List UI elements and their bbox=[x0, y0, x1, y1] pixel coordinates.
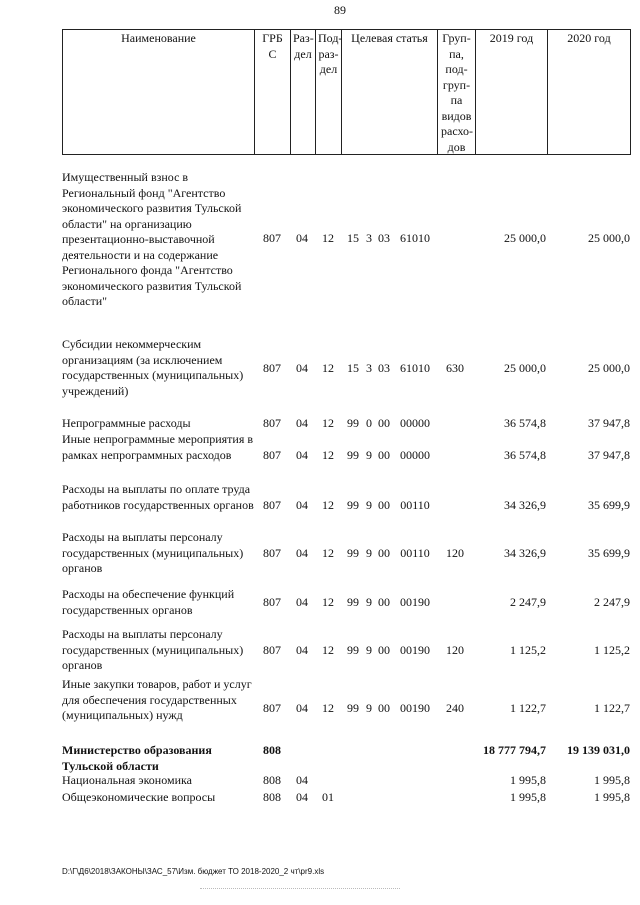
cell-t1: 15 bbox=[347, 231, 359, 245]
cell-grbs: 807 bbox=[263, 643, 281, 657]
cell-group: 240 bbox=[446, 701, 464, 715]
cell-y2020: 2 247,9 bbox=[594, 595, 630, 609]
cell-y2019: 1 995,8 bbox=[510, 790, 546, 804]
row-name: Расходы на выплаты персоналу государственных (муниципальных) органов bbox=[62, 530, 244, 575]
page-number: 89 bbox=[334, 3, 346, 17]
cell-grbs: 807 bbox=[263, 546, 281, 560]
cell-y2019: 1 122,7 bbox=[510, 701, 546, 715]
cell-podrazdel: 12 bbox=[322, 595, 334, 609]
cell-t4: 00110 bbox=[400, 498, 430, 512]
cell-grbs: 808 bbox=[263, 743, 281, 757]
cell-y2019: 25 000,0 bbox=[504, 231, 546, 245]
cell-t4: 00110 bbox=[400, 546, 430, 560]
cell-t4: 00190 bbox=[400, 701, 430, 715]
cell-razdel: 04 bbox=[296, 498, 308, 512]
cell-razdel: 04 bbox=[296, 643, 308, 657]
cell-y2020: 19 139 031,0 bbox=[567, 743, 630, 757]
cell-grbs: 807 bbox=[263, 361, 281, 375]
cell-t4: 61010 bbox=[400, 231, 430, 245]
header-2020: 2020 год bbox=[567, 31, 611, 45]
cell-t1: 99 bbox=[347, 498, 359, 512]
cell-grbs: 808 bbox=[263, 790, 281, 804]
cell-group: 120 bbox=[446, 643, 464, 657]
header-grbs: ГРБ С bbox=[255, 30, 291, 154]
header-name: Наименование bbox=[63, 30, 255, 154]
cell-razdel: 04 bbox=[296, 448, 308, 462]
row-name: Расходы на выплаты персоналу государственных (муниципальных) органов bbox=[62, 627, 244, 672]
row-name: Общеэкономические вопросы bbox=[62, 790, 216, 804]
cell-t3: 03 bbox=[378, 231, 390, 245]
cell-t1: 99 bbox=[347, 643, 359, 657]
cell-t3: 00 bbox=[378, 546, 390, 560]
header-2019: 2019 год bbox=[476, 30, 548, 154]
cell-y2020: 35 699,9 bbox=[588, 546, 630, 560]
cell-t4: 00000 bbox=[400, 448, 430, 462]
cell-t2: 3 bbox=[366, 361, 372, 375]
header-razdel: Раз- дел bbox=[291, 30, 316, 154]
cell-grbs: 807 bbox=[263, 595, 281, 609]
cell-podrazdel: 12 bbox=[322, 546, 334, 560]
cell-grbs: 807 bbox=[263, 701, 281, 715]
cell-t2: 9 bbox=[366, 546, 372, 560]
cell-razdel: 04 bbox=[296, 773, 308, 787]
cell-podrazdel: 12 bbox=[322, 701, 334, 715]
cell-podrazdel: 12 bbox=[322, 361, 334, 375]
header-podrazdel: Под- раз- дел bbox=[316, 30, 342, 154]
cell-y2019: 25 000,0 bbox=[504, 361, 546, 375]
cell-t3: 00 bbox=[378, 498, 390, 512]
cell-t1: 99 bbox=[347, 701, 359, 715]
row-name: Национальная экономика bbox=[62, 773, 192, 787]
cell-t2: 9 bbox=[366, 448, 372, 462]
cell-t1: 15 bbox=[347, 361, 359, 375]
header-target: Целевая статья bbox=[342, 30, 438, 154]
footer-file-path: D:\Г\Д6\2018\ЗАКОНЫ\ЗАС_57\Изм. бюджет ТО 2018-2020_2 чт\pr9.xls bbox=[62, 867, 325, 876]
cell-group: 630 bbox=[446, 361, 464, 375]
row-name: Имущественный взнос в Региональный фонд "Агентство экономического развития Тульской области" на организацию презентационно-выставочной деятельности и на содержание Регионального фонда "Агентство экономического развития Тульской области" bbox=[62, 170, 242, 308]
cell-y2020: 1 122,7 bbox=[594, 701, 630, 715]
row-name: Министерство образования Тульской области bbox=[62, 743, 212, 773]
cell-t3: 00 bbox=[378, 643, 390, 657]
cell-y2020: 1 995,8 bbox=[594, 773, 630, 787]
row-name: Расходы на выплаты по оплате труда работников государственных органов bbox=[62, 482, 254, 512]
cell-t1: 99 bbox=[347, 595, 359, 609]
cell-t3: 00 bbox=[378, 416, 390, 430]
cell-t2: 9 bbox=[366, 643, 372, 657]
cell-t2: 9 bbox=[366, 701, 372, 715]
cell-t4: 00190 bbox=[400, 595, 430, 609]
row-name: Непрограммные расходы bbox=[62, 416, 191, 430]
cell-y2020: 1 995,8 bbox=[594, 790, 630, 804]
cell-razdel: 04 bbox=[296, 595, 308, 609]
cell-t3: 00 bbox=[378, 448, 390, 462]
cell-y2019: 34 326,9 bbox=[504, 498, 546, 512]
divider bbox=[200, 888, 400, 890]
cell-grbs: 808 bbox=[263, 773, 281, 787]
cell-razdel: 04 bbox=[296, 416, 308, 430]
cell-razdel: 04 bbox=[296, 701, 308, 715]
cell-y2020: 37 947,8 bbox=[588, 416, 630, 430]
row-name: Расходы на обеспечение функций государственных органов bbox=[62, 587, 235, 617]
cell-y2020: 35 699,9 bbox=[588, 498, 630, 512]
cell-t3: 00 bbox=[378, 701, 390, 715]
row-name: Иные закупки товаров, работ и услуг для обеспечения государственных (муниципальных) нужд bbox=[62, 677, 252, 722]
cell-t2: 9 bbox=[366, 498, 372, 512]
cell-t3: 00 bbox=[378, 595, 390, 609]
cell-t1: 99 bbox=[347, 546, 359, 560]
cell-grbs: 807 bbox=[263, 448, 281, 462]
cell-grbs: 807 bbox=[263, 231, 281, 245]
cell-y2019: 36 574,8 bbox=[504, 448, 546, 462]
cell-t2: 0 bbox=[366, 416, 372, 430]
cell-t4: 61010 bbox=[400, 361, 430, 375]
cell-podrazdel: 12 bbox=[322, 416, 334, 430]
cell-y2020: 25 000,0 bbox=[588, 231, 630, 245]
table-header bbox=[62, 29, 631, 155]
cell-t2: 3 bbox=[366, 231, 372, 245]
row-name: Субсидии некоммерческим организациям (за исключением государственных (муниципальных) учреждений) bbox=[62, 337, 244, 398]
cell-podrazdel: 12 bbox=[322, 231, 334, 245]
cell-y2020: 1 125,2 bbox=[594, 643, 630, 657]
cell-razdel: 04 bbox=[296, 231, 308, 245]
cell-y2019: 2 247,9 bbox=[510, 595, 546, 609]
cell-t4: 00190 bbox=[400, 643, 430, 657]
cell-grbs: 807 bbox=[263, 416, 281, 430]
cell-t1: 99 bbox=[347, 416, 359, 430]
cell-y2019: 1 125,2 bbox=[510, 643, 546, 657]
cell-y2020: 37 947,8 bbox=[588, 448, 630, 462]
cell-podrazdel: 12 bbox=[322, 643, 334, 657]
header-group: Груп- па, под- груп- па видов расхо- дов bbox=[438, 30, 476, 154]
cell-razdel: 04 bbox=[296, 361, 308, 375]
cell-razdel: 04 bbox=[296, 546, 308, 560]
cell-grbs: 807 bbox=[263, 498, 281, 512]
cell-podrazdel: 12 bbox=[322, 498, 334, 512]
cell-t4: 00000 bbox=[400, 416, 430, 430]
cell-t1: 99 bbox=[347, 448, 359, 462]
cell-y2019: 34 326,9 bbox=[504, 546, 546, 560]
cell-group: 120 bbox=[446, 546, 464, 560]
cell-y2019: 36 574,8 bbox=[504, 416, 546, 430]
cell-podrazdel: 12 bbox=[322, 448, 334, 462]
cell-t2: 9 bbox=[366, 595, 372, 609]
cell-razdel: 04 bbox=[296, 790, 308, 804]
cell-podrazdel: 01 bbox=[322, 790, 334, 804]
cell-t3: 03 bbox=[378, 361, 390, 375]
cell-y2019: 1 995,8 bbox=[510, 773, 546, 787]
cell-y2019: 18 777 794,7 bbox=[483, 743, 546, 757]
cell-y2020: 25 000,0 bbox=[588, 361, 630, 375]
row-name: Иные непрограммные мероприятия в рамках непрограммных расходов bbox=[62, 432, 254, 462]
